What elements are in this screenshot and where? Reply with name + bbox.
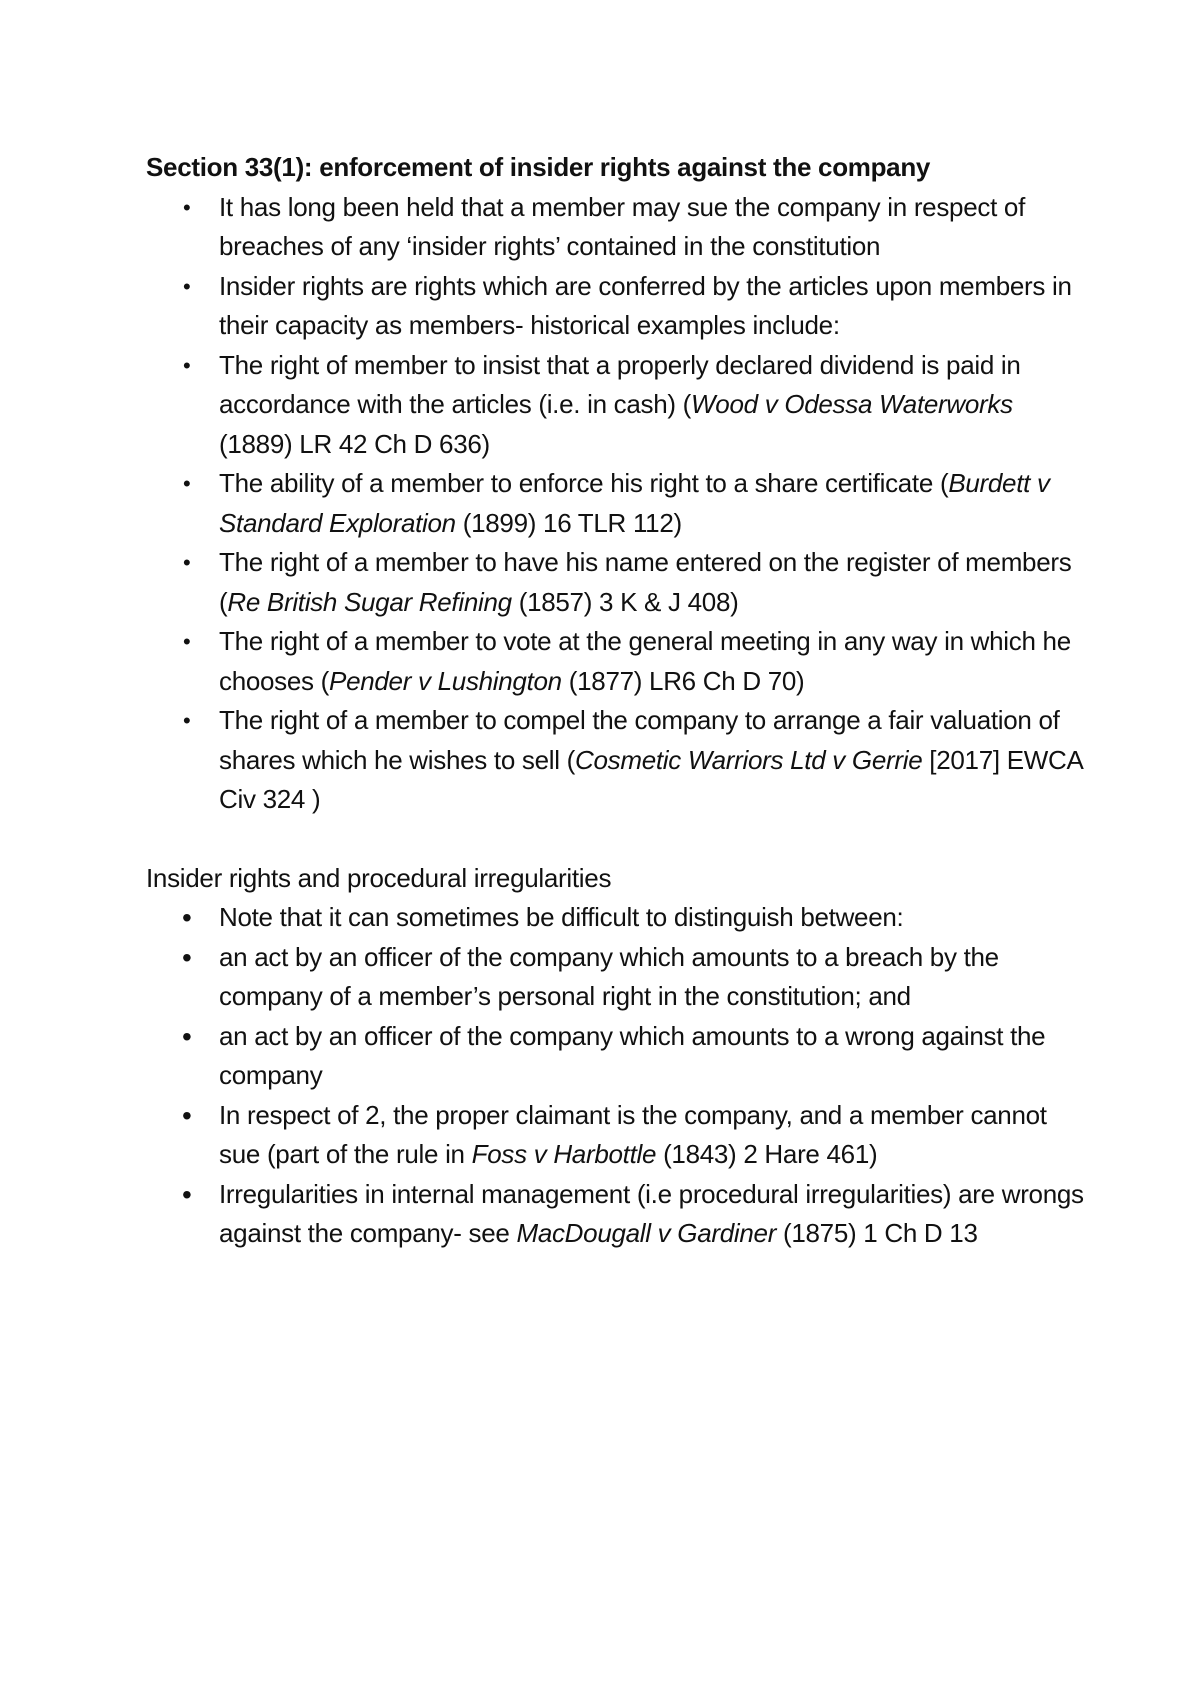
bullet-icon: • [183,471,191,496]
list-item: • In respect of 2, the proper claimant is the company, and a member cannot sue (part of the rule in Foss v Harbottle (1843) 2 Hare 461) [146,1096,1086,1175]
case-name: Wood v Odessa Waterworks [691,389,1013,419]
bullet-icon: • [183,629,191,654]
list-item: • an act by an officer of the company which amounts to a wrong against the company [146,1017,1086,1096]
list-item: • The right of member to insist that a properly declared dividend is paid in accordance with the articles (i.e. in cash) (Wood v Odessa Waterworks (1889) LR 42 Ch D 636) [146,346,1086,465]
bullet-icon: • [183,273,191,299]
bullet-icon: • [182,1020,192,1052]
list-item: • The right of a member to vote at the general meeting in any way in which he chooses (Pender v Lushington (1877) LR6 Ch D 70) [146,622,1086,701]
list-item: • The right of a member to have his name entered on the register of members (Re British Sugar Refining (1857) 3 K & J 408) [146,543,1086,622]
procedural-irregularities-heading: Insider rights and procedural irregularities [146,862,612,893]
bullet-icon: • [183,352,191,378]
bullet-icon: • [183,550,191,575]
list-item: • Irregularities in internal management (i.e procedural irregularities) are wrongs against the company- see MacDougall v Gardiner (1875) 1 Ch D 13 [146,1175,1086,1254]
list-item: • It has long been held that a member may sue the company in respect of breaches of any ‘insider rights’ contained in the constitution [146,188,1086,267]
list-item: • The right of a member to compel the company to arrange a fair valuation of shares which he wishes to sell (Cosmetic Warriors Ltd v Gerrie [2017] EWCA Civ 324 ) [146,701,1086,820]
bullet-icon: • [183,708,191,733]
bullet-icon: • [183,194,191,220]
section-33-heading: Section 33(1): enforcement of insider rights against the company [146,152,931,182]
case-name: Pender v Lushington [329,665,562,696]
case-name: Re British Sugar Refining [227,586,512,617]
bullet-icon: • [182,1178,192,1210]
list-item: • an act by an officer of the company which amounts to a breach by the company of a member’s personal right in the constitution; and [146,938,1086,1017]
list-item: • Note that it can sometimes be difficult to distinguish between: [146,898,1086,938]
paragraph-gap [146,820,1086,859]
case-name: MacDougall v Gardiner [516,1218,777,1248]
bullet-icon: • [182,902,192,933]
document-content [146,148,1086,1254]
list-item: • The ability of a member to enforce his right to a share certificate (Burdett v Standard Exploration (1899) 16 TLR 112) [146,464,1086,543]
insider-rights-list [146,188,1086,820]
procedural-irregularities-list [146,898,1086,1254]
bullet-icon: • [182,941,192,973]
case-name: Foss v Harbottle [471,1139,657,1169]
case-name: Cosmetic Warriors Ltd v Gerrie [575,744,923,775]
list-item: • Insider rights are rights which are conferred by the articles upon members in their capacity as members- historical examples include: [146,267,1086,346]
case-name: Burdett v Standard Exploration [219,468,1050,538]
bullet-icon: • [182,1099,192,1131]
